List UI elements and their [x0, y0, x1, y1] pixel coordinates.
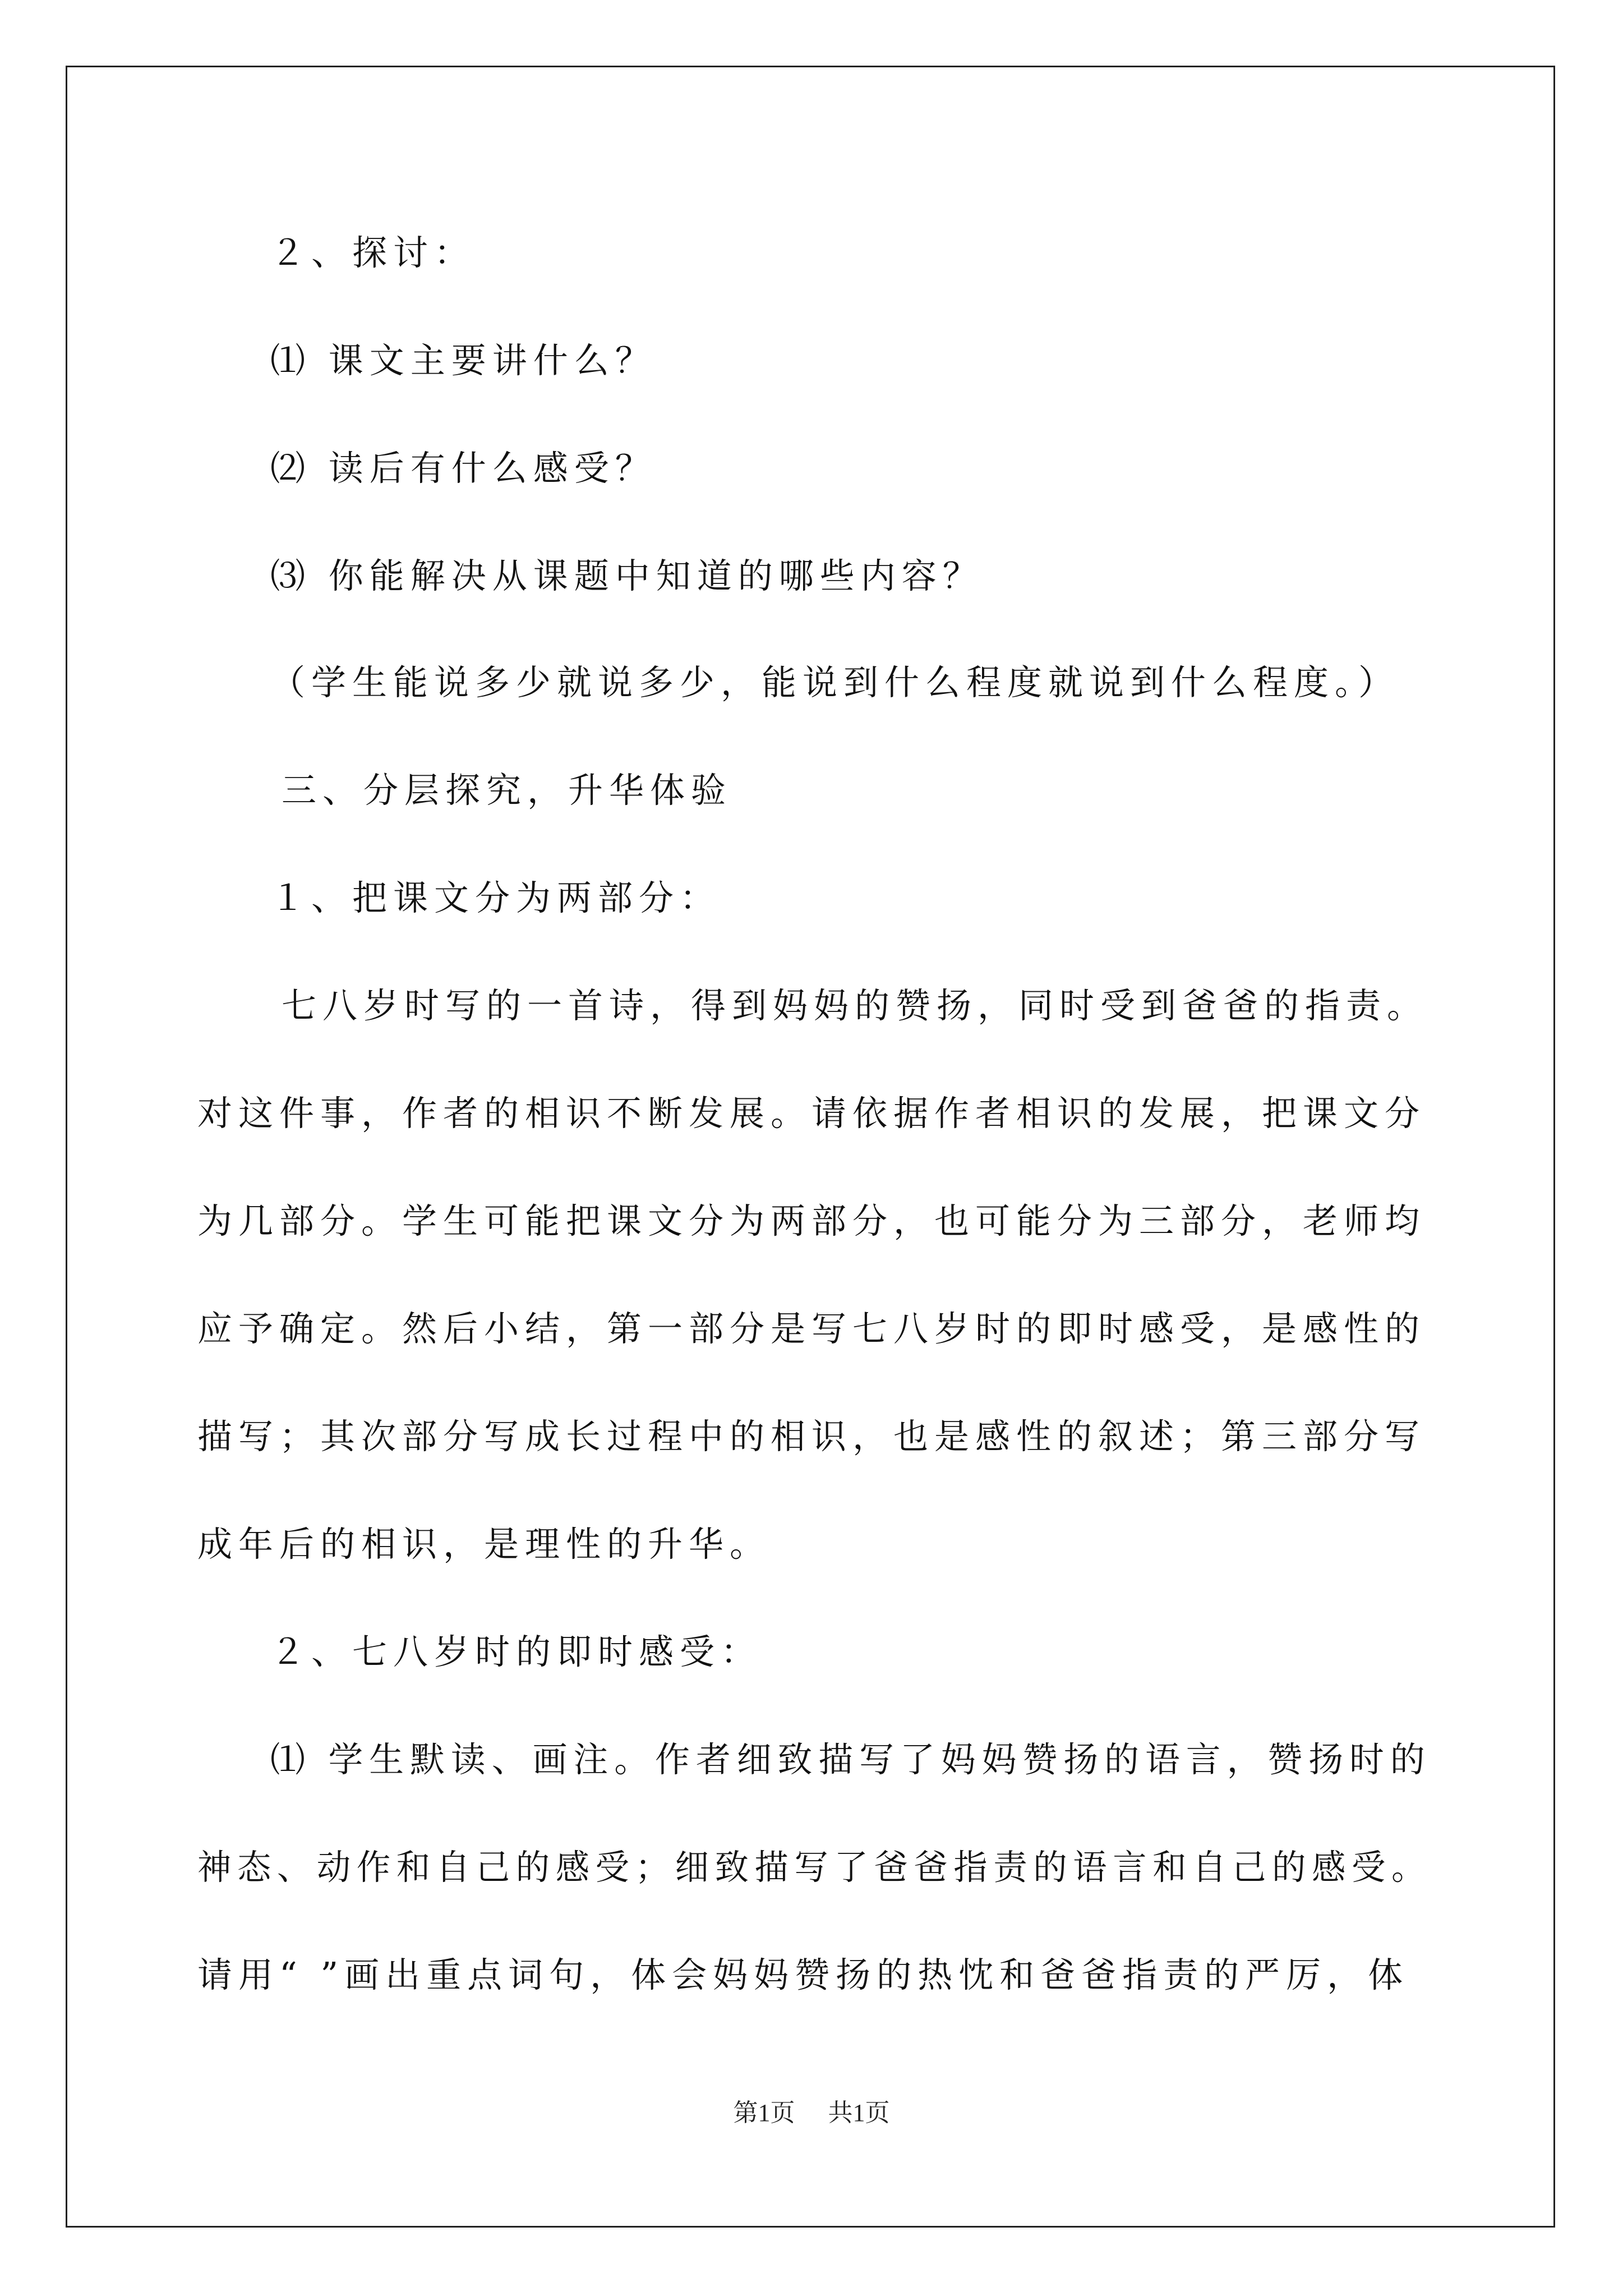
section-heading: 三、分层探究，升华体验	[282, 770, 732, 811]
paragraph-line: ⑴ 学生默读、画注。作者细致描写了妈妈赞扬的语言，赞扬时的	[270, 1739, 1431, 1780]
paragraph-line: ２、探讨：	[270, 232, 476, 273]
page-footer	[0, 2092, 1623, 2128]
paragraph-line: 应予确定。然后小结，第一部分是写七八岁时的即时感受，是感性的	[197, 1308, 1426, 1349]
paragraph-line: 请用“ ”画出重点词句，体会妈妈赞扬的热忱和爸爸指责的严厉，体	[197, 1954, 1409, 1995]
paragraph-line: 成年后的相识，是理性的升华。	[197, 1524, 771, 1565]
paragraph-line: ⑵ 读后有什么感受？	[270, 448, 656, 489]
page-border	[66, 66, 1555, 2228]
paragraph-line: （学生能说多少就说多少，能说到什么程度就说到什么程度。）	[270, 662, 1400, 703]
paragraph-line: 七八岁时写的一首诗，得到妈妈的赞扬，同时受到爸爸的指责。	[282, 985, 1428, 1026]
paragraph-line: 描写；其次部分写成长过程中的相识，也是感性的叙述；第三部分写	[197, 1416, 1426, 1457]
paragraph-line: １、把课文分为两部分：	[270, 877, 721, 918]
paragraph-line: ⑶ 你能解决从课题中知道的哪些内容？	[270, 555, 984, 596]
paragraph-line: ⑴ 课文主要讲什么？	[270, 340, 656, 381]
page-number: 第1页	[733, 2099, 795, 2127]
paragraph-line: 为几部分。学生可能把课文分为两部分，也可能分为三部分，老师均	[197, 1200, 1426, 1241]
page-total: 共1页	[828, 2099, 890, 2127]
paragraph-line: 对这件事，作者的相识不断发展。请依据作者相识的发展，把课文分	[197, 1093, 1426, 1134]
paragraph-line: 神态、动作和自己的感受；细致描写了爸爸指责的语言和自己的感受。	[197, 1847, 1432, 1888]
paragraph-line: ２、七八岁时的即时感受：	[270, 1631, 762, 1672]
